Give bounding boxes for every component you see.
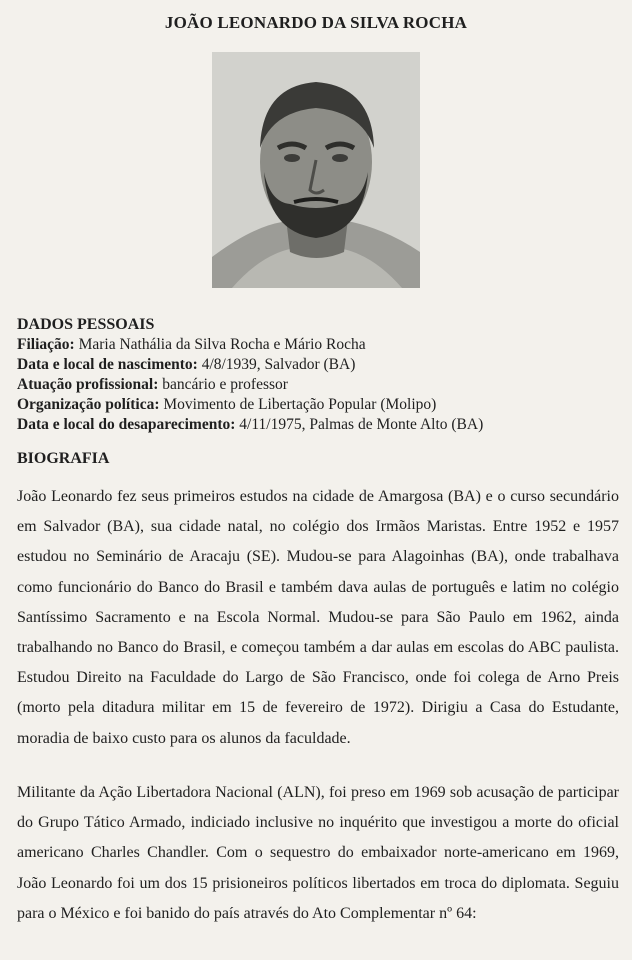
filiacao-row	[17, 335, 617, 355]
biography-paragraph: Militante da Ação Libertadora Nacional (ALN), foi preso em 1969 sob acusação de participar do Grupo Tático Armado, indiciado inclusive no inquérito que investigou a morte do oficial americano Charles Chandler. Com o sequestro do embaixador norte-americano em 1969, João Leonardo foi um dos 15 prisioneiros políticos libertados em troca do diplomata. Seguiu para o México e foi banido do país através do Ato Complementar nº 64:	[17, 784, 619, 922]
desaparecimento-row	[17, 415, 617, 435]
organizacao-row	[17, 395, 617, 415]
atuacao-row	[17, 375, 617, 395]
field-label: Data e local do desaparecimento:	[17, 416, 236, 433]
personal-data-section	[17, 315, 617, 435]
field-label: Data e local de nascimento:	[17, 356, 198, 373]
biography-paragraph: João Leonardo fez seus primeiros estudos na cidade de Amargosa (BA) e o curso secundário em Salvador (BA), sua cidade natal, no colégio dos Irmãos Maristas. Entre 1952 e 1957 estudou no Seminário de Aracaju (SE). Mudou-se para Alagoinhas (BA), onde trabalhava como funcionário do Banco do Brasil e também dava aulas de português e latim no colégio Santíssimo Sacramento e na Escola Normal. Mudou-se para São Paulo em 1962, ainda trabalhando no Banco do Brasil, e começou também a dar aulas em escolas do ABC paulista. Estudou Direito na Faculdade do Largo de São Francisco, onde foi colega de Arno Preis (morto pela ditadura militar em 15 de fevereiro de 1972). Dirigiu a Casa do Estudante, moradia de baixo custo para os alunos da faculdade.	[17, 488, 619, 747]
page-title: JOÃO LEONARDO DA SILVA ROCHA	[164, 13, 468, 32]
field-value: Maria Nathália da Silva Rocha e Mário Rocha	[78, 336, 366, 353]
biography-heading: BIOGRAFIA	[17, 450, 110, 467]
field-value: bancário e professor	[162, 376, 288, 393]
portrait-photo	[212, 52, 420, 288]
personal-data-heading: DADOS PESSOAIS	[17, 316, 155, 333]
portrait-icon	[212, 52, 420, 288]
field-label: Atuação profissional:	[17, 376, 159, 393]
field-value: 4/11/1975, Palmas de Monte Alto (BA)	[239, 416, 484, 433]
field-value: 4/8/1939, Salvador (BA)	[201, 356, 356, 373]
field-label: Organização política:	[17, 396, 160, 413]
field-value: Movimento de Libertação Popular (Molipo)	[163, 396, 437, 413]
field-label: Filiação:	[17, 336, 75, 353]
nascimento-row	[17, 355, 617, 375]
